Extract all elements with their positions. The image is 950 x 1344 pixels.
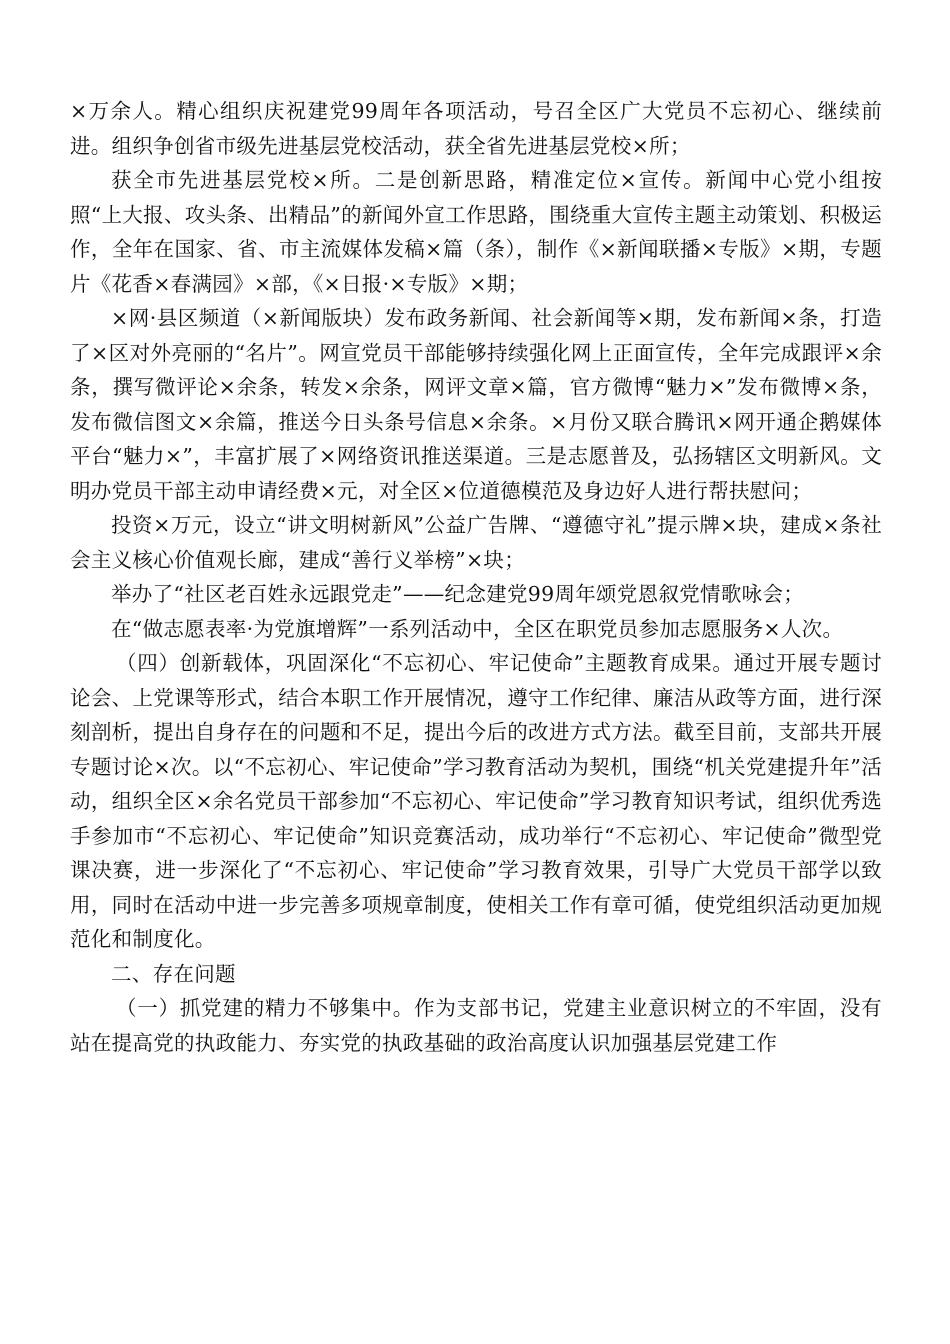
paragraph-6: 在“做志愿表率·为党旗增辉”一系列活动中，全区在职党员参加志愿服务×人次。: [111, 616, 844, 641]
paragraph-4: 投资×万元，设立“讲文明树新风”公益广告牌、“遵德守礼”提示牌×块，建成×条社会主义核心价值观长廊，建成“善行义举榜”×块；: [70, 513, 882, 572]
section-heading-problems: 二、存在问题: [111, 961, 236, 986]
paragraph-section-4: （四）创新载体，巩固深化“不忘初心、牢记使命”主题教育成果。通过开展专题讨论会、上党课等形式，结合本职工作开展情况，遵守工作纪律、廉洁从政等方面，进行深刻剖析，提出自身存在的问题和不足，提出今后的改进方式方法。截至目前，支部共开展专题讨论×次。以“不忘初心、牢记使命”学习教育活动为契机，围绕“机关党建提升年”活动，组织全区×余名党员干部参加“不忘初心、牢记使命”学习教育知识考试，组织优秀选手参加市“不忘初心、牢记使命”知识竞赛活动，成功举行“不忘初心、牢记使命”微型党课决赛，进一步深化了“不忘初心、牢记使命”学习教育效果，引导广大党员干部学以致用，同时在活动中进一步完善多项规章制度，使相关工作有章可循，使党组织活动更加规范化和制度化。: [70, 651, 882, 951]
document-body: [70, 94, 882, 1060]
paragraph-5: 举办了“社区老百姓永远跟党走”——纪念建党99周年颂党恩叙党情歌咏会；: [111, 582, 805, 606]
paragraph-2: 获全市先进基层党校×所。二是创新思路，精准定位×宣传。新闻中心党小组按照“上大报、攻头条、出精品”的新闻外宣工作思路，围绕重大宣传主题主动策划、积极运作，全年在国家、省、市主流媒体发稿×篇（条），制作《×新闻联播×专版》×期，专题片《花香×春满园》×部，《×日报·×专版》×期；: [70, 168, 882, 296]
paragraph-1: ×万余人。精心组织庆祝建党99周年各项活动，号召全区广大党员不忘初心、继续前进。组织争创省市级先进基层党校活动，获全省先进基层党校×所；: [70, 99, 882, 158]
paragraph-problem-1: （一）抓党建的精力不够集中。作为支部书记，党建主业意识树立的不牢固，没有站在提高党的执政能力、夯实党的执政基础的政治高度认识加强基层党建工作: [70, 996, 882, 1055]
paragraph-3: ×网·县区频道（×新闻版块）发布政务新闻、社会新闻等×期，发布新闻×条，打造了×区对外亮丽的“名片”。网宣党员干部能够持续强化网上正面宣传，全年完成跟评×余条，撰写微评论×余条，转发×余条，网评文章×篇，官方微博“魅力×”发布微博×条，发布微信图文×余篇，推送今日头条号信息×余条。×月份又联合腾讯×网开通企鹅媒体平台“魅力×”，丰富扩展了×网络资讯推送渠道。三是志愿普及，弘扬辖区文明新风。文明办党员干部主动申请经费×元，对全区×位道德模范及身边好人进行帮扶慰问；: [70, 306, 882, 503]
